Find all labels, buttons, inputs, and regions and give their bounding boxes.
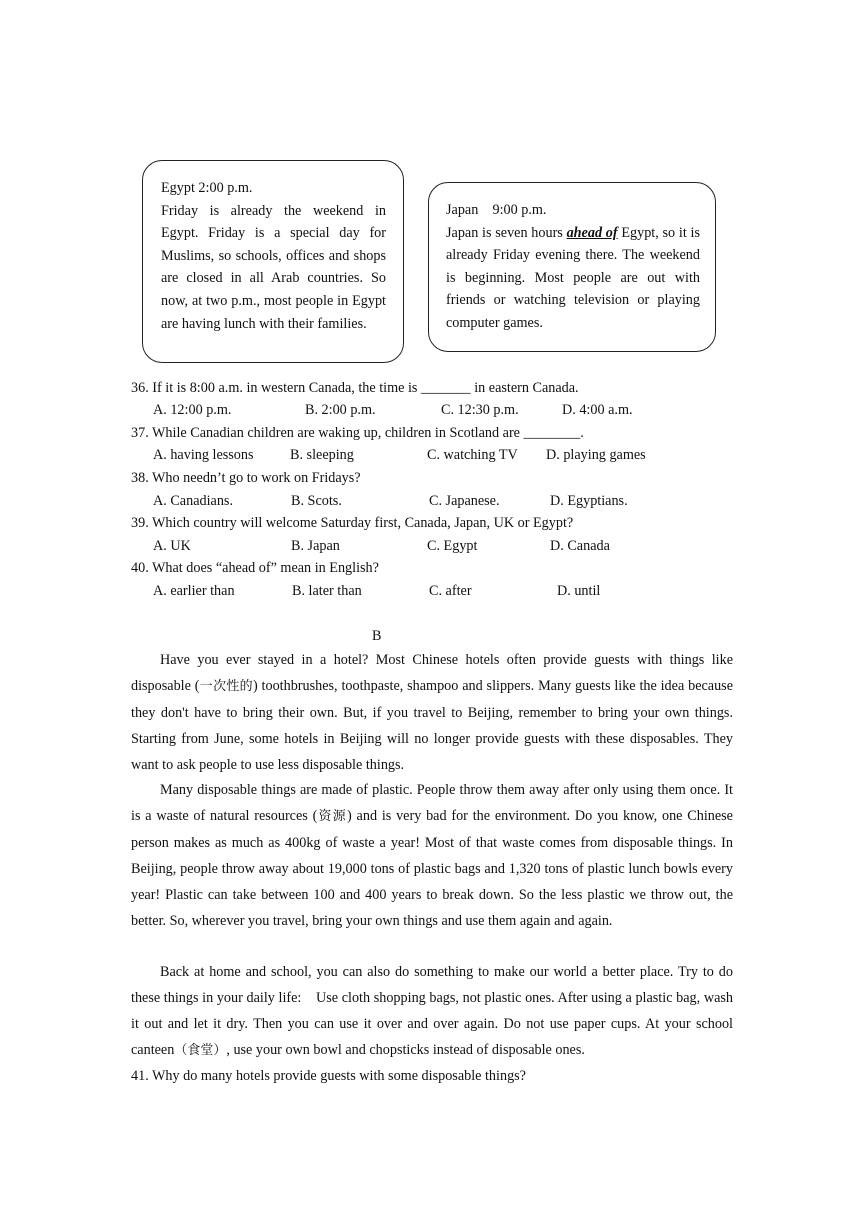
q39-option-a: A. UK [153,538,191,554]
q36-option-c: C. 12:30 p.m. [441,402,519,418]
japan-text-before: Japan is seven hours [446,224,567,241]
egypt-heading: Egypt 2:00 p.m. [161,180,253,196]
question-40-stem: 40. What does “ahead of” mean in English? [131,560,379,576]
question-39-stem: 39. Which country will welcome Saturday first, Canada, Japan, UK or Egypt? [131,515,574,531]
japan-text [446,222,700,335]
q38-option-c: C. Japanese. [429,493,500,509]
q37-option-b: B. sleeping [290,447,354,463]
question-38-stem: 38. Who needn’t go to work on Fridays? [131,470,361,486]
q38-option-b: B. Scots. [291,493,342,509]
q40-option-b: B. later than [292,583,362,599]
ahead-of-emphasis: ahead of [566,224,618,241]
q40-option-d: D. until [557,583,601,599]
egypt-time-box [142,160,404,363]
q36-option-a: A. 12:00 p.m. [153,402,232,418]
japan-text-after: Egypt, so it is already Friday evening there. The weekend is beginning. Most people are out with friends or watching television or playing computer games. [446,224,700,331]
q40-option-c: C. after [429,583,472,599]
p2-text-b: ) and is very bad for the environment. Do you know, one Chinese person makes as much as 400kg of waste a year! Most of that waste comes from disposable things. In Beijing, people throw away about 19,000 tons of plastic bags and 1,320 tons of plastic lunch bowls every year! Plastic can take between 100 and 400 years to break down. So the less plastic we throw out, the better. So, wherever you travel, bring your own things and use them again and again. [131,808,733,929]
q36-option-d: D. 4:00 a.m. [562,402,633,418]
japan-heading: Japan 9:00 p.m. [446,202,547,218]
q38-option-d: D. Egyptians. [550,493,628,509]
q39-option-c: C. Egypt [427,538,478,554]
q37-option-c: C. watching TV [427,447,518,463]
section-b-paragraph-2 [131,777,733,934]
japan-time-box [428,182,716,352]
section-b-paragraph-1 [131,647,733,778]
p1-text-b: ) toothbrushes, toothpaste, shampoo and slippers. Many guests like the idea because they don't have to bring their own. But, if you travel to Beijing, remember to bring your own things. Starting from June, some hotels in Beijing will no longer provide guests with these disposables. They want to ask people to use less disposable things. [131,678,733,773]
q39-option-d: D. Canada [550,538,610,554]
q37-option-a: A. having lessons [153,447,254,463]
p3-cjk: （食堂） [174,1043,227,1058]
p2-cjk: 资源 [317,809,348,824]
question-37-stem: 37. While Canadian children are waking up, children in Scotland are ________. [131,425,584,441]
q37-option-d: D. playing games [546,447,646,463]
p1-text-a: Have you ever stayed in a hotel? Most Chinese hotels often provide guests with things like disposable ( [131,652,733,694]
q39-option-b: B. Japan [291,538,340,554]
q40-option-a: A. earlier than [153,583,235,599]
p1-cjk: 一次性的 [199,679,253,694]
section-b-paragraph-3 [131,959,737,1064]
egypt-text: Friday is already the weekend in Egypt. Friday is a special day for Muslims, so schools, offices and shops are closed in all Arab countries. So now, at two p.m., most people in Egypt are having lunch with their families. [161,202,386,332]
q36-option-b: B. 2:00 p.m. [305,402,376,418]
p3-text-b: , use your own bowl and chopsticks instead of disposable ones. [226,1042,585,1058]
p3-text-a: Back at home and school, you can also do something to make our world a better place. Try to do these things in your daily life: Use cloth shopping bags, not plastic ones. After using a plastic bag, wash it out and let it dry. Then you can use it over and over again. Do not use paper cups. At your school canteen [131,964,737,1058]
section-b-title: B [372,628,382,644]
question-36-stem: 36. If it is 8:00 a.m. in western Canada, the time is _______ in eastern Canada. [131,380,579,396]
question-41-stem: 41. Why do many hotels provide guests with some disposable things? [131,1068,526,1084]
p2-text-a: Many disposable things are made of plastic. People throw them away after only using them once. It is a waste of natural resources ( [131,782,733,824]
q38-option-a: A. Canadians. [153,493,233,509]
